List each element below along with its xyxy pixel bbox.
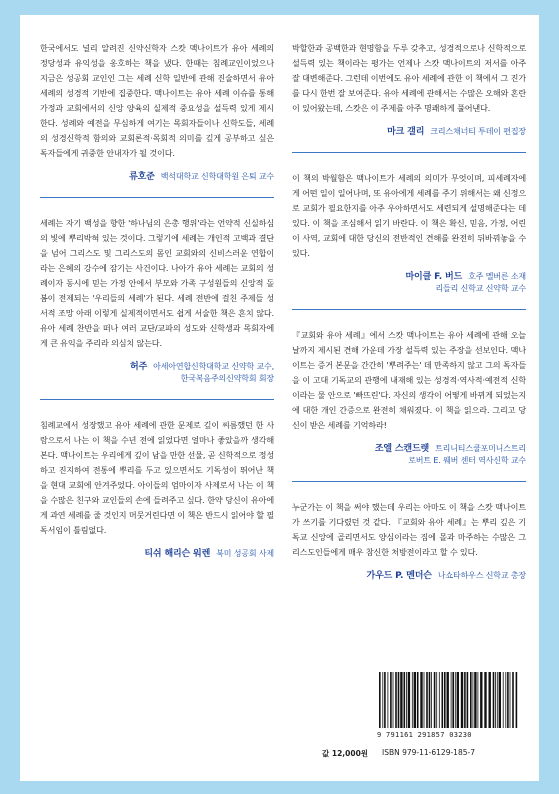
barcode-bar xyxy=(512,672,514,728)
endorsement-attribution xyxy=(292,570,526,582)
barcode-bar xyxy=(455,672,456,728)
barcode-bar xyxy=(507,672,509,728)
endorsement xyxy=(292,500,526,582)
barcode-bar xyxy=(393,672,394,728)
barcode-bar xyxy=(451,672,452,728)
barcode-bar xyxy=(442,672,444,728)
endorser-role: 북미 성공회 사제 xyxy=(216,549,274,558)
endorsement-text: 세례는 자기 백성을 향한 '하나님의 은총 행위'라는 언약적 신실하심의 빛에 뿌리박혀 있는 것이다. 그렇기에 세례는 개인적 고백과 결단을 넘어 그리스도 및 그리스도의 몸인 교회와의 신비스러운 연합이라는 은혜의 강수에 잠기는 사건이다. 나아가 유아 세례는 교회의 성례이자 동시에 믿는 가정 안에서 부모와 가족 구성원들의 신앙적 돌봄이 전제되는 '우리들의 세례'가 된다. 세례 전반에 걸친 주제들 성서적 조망 아래 이렇게 실제적이면서도 쉽게 서술한 책은 흔치 않다. 유아 세례 찬반을 떠나 여러 교단/교파의 성도와 신학생과 목회자에게 큰 유익을 주리라 의심치 않는다. xyxy=(40,218,274,348)
endorser-role-line2: 리들리 신학교 신약학 교수 xyxy=(435,284,526,293)
barcode-bar xyxy=(420,672,422,728)
barcode-bar xyxy=(406,672,407,728)
barcode-bar xyxy=(404,672,406,728)
barcode-bar xyxy=(439,672,440,728)
endorser-role: 아세아연합신학대학교 신약학 교수, xyxy=(153,362,274,371)
barcode-digits: 9 791161 291857 03230 xyxy=(377,731,472,739)
endorsement-attribution xyxy=(40,548,274,560)
barcode-bar xyxy=(510,672,511,728)
barcode-bar xyxy=(470,672,472,728)
endorser-role: 크리스채너티 투데이 편집장 xyxy=(430,127,526,136)
endorsement-attribution xyxy=(40,361,274,385)
barcode-bar xyxy=(382,672,383,728)
endorser-name: 허주 xyxy=(130,362,148,372)
endorsement xyxy=(292,171,526,295)
endorser-role-line2: 한국복음주의신약학회 회장 xyxy=(180,374,274,383)
endorser-name: 류호준 xyxy=(129,172,155,182)
endorser-role: 호주 멜버른 소재 xyxy=(468,272,526,281)
barcode-bar xyxy=(516,672,518,728)
barcode-bar xyxy=(503,672,504,728)
barcode-bars xyxy=(377,672,522,730)
endorsement-text: 『교회와 유아 세례』에서 스캇 맥나이트는 유아 세례에 관해 오늘날까지 제시된 견해 가운데 가장 설득력 있는 주장을 선보인다. 맥나이트는 증거 본문을 간간히 '뿌려주는' 데 만족하지 않고 그의 독자들을 이 고대 기독교의 관행에 내재해 있는 성경적·역사적·예전적 신학이라는 물 안으로 '빠뜨린'다. 자신의 생각이 어떻게 바뀌게 되었는지에 대한 개인 간증으로 완전히 채워졌다. 이 책을 읽으라. 그리고 당신이 받은 세례를 기억하라! xyxy=(292,330,526,430)
barcode-bar xyxy=(464,672,466,728)
barcode-bar xyxy=(388,672,389,728)
endorsement-attribution xyxy=(292,443,526,467)
barcode-bar xyxy=(497,672,498,728)
price-label: 값 12,000원 xyxy=(322,749,369,758)
barcode-bar xyxy=(474,672,476,728)
barcode-bar xyxy=(495,672,496,728)
endorser-name: 티쉬 해리슨 워렌 xyxy=(144,549,211,559)
barcode-bar xyxy=(408,672,410,728)
endorsement-attribution xyxy=(40,171,274,183)
endorser-name: 마이클 F. 버드 xyxy=(405,272,463,282)
barcode-bar xyxy=(452,672,454,728)
barcode-bar xyxy=(447,672,449,728)
barcode-bar xyxy=(400,672,402,728)
barcode-bar xyxy=(424,672,425,728)
barcode-bar xyxy=(473,672,474,728)
barcode-bar xyxy=(414,672,416,728)
barcode-bar xyxy=(384,672,386,728)
divider xyxy=(40,197,274,198)
back-cover-panel xyxy=(20,15,539,781)
barcode-bar xyxy=(429,672,431,728)
divider xyxy=(292,309,526,310)
barcode-bar xyxy=(417,672,419,728)
barcode-bar xyxy=(398,672,400,728)
barcode-bar xyxy=(426,672,428,728)
endorsement-attribution xyxy=(292,126,526,138)
endorser-name: 가우드 P. 멘더슨 xyxy=(366,571,432,581)
barcode-bar xyxy=(478,672,479,728)
endorser-name: 마크 갤리 xyxy=(387,127,425,137)
isbn-barcode xyxy=(377,672,522,742)
endorser-role: 백석대학교 신학대학원 은퇴 교수 xyxy=(160,172,274,181)
barcode-bar xyxy=(431,672,432,728)
barcode-bar xyxy=(461,672,463,728)
barcode-bar xyxy=(395,672,397,728)
endorsement xyxy=(40,216,274,385)
barcode-bar xyxy=(493,672,495,728)
left-column xyxy=(40,41,274,560)
endorsement xyxy=(292,328,526,467)
barcode-bar xyxy=(505,672,506,728)
endorser-role: 나쇼타하우스 신학교 총장 xyxy=(437,571,526,580)
barcode-bar xyxy=(489,672,491,728)
divider xyxy=(292,481,526,482)
endorsement-text: 침례교에서 성장했고 유아 세례에 관한 문제로 깊이 씨름했던 한 사람으로서 나는 이 책을 수년 전에 읽었다면 얼마나 좋았을까 생각해본다. 맥나이트는 우리에게 깊이 남을 만한 선물, 곧 신학적으로 정성하고 진지하여 전통에 뿌리를 두고 있으면서도 기독성이 뛰어난 책을 현대 교회에 안겨주었다. 아이들의 엄마이자 사제로서 나는 이 책을 수많은 친구와 교인들의 손에 들려주고 싶다. 한약 당신이 유아에게 과연 세례를 줄 것인지 머뭇거린다면 이 책은 반드시 읽어야 할 필독서임이 틀림없다. xyxy=(40,420,274,535)
divider xyxy=(292,152,526,153)
barcode-bar xyxy=(444,672,446,728)
barcode-bar xyxy=(457,672,459,728)
endorsement-text: 누군가는 이 책을 써야 했는데 우리는 아마도 이 책을 스캇 맥나이트가 쓰기를 기다렸던 것 같다. 『교회와 유아 세례』는 뿌리 깊은 기독교 신앙에 골리면서도 양심이라는 짐에 몰과 마주하는 수많은 그리스도인들에게 매우 참신한 처방전이라고 할 수 있다. xyxy=(292,502,526,557)
barcode-bar xyxy=(467,672,469,728)
barcode-bar xyxy=(390,672,392,728)
barcode-bar xyxy=(436,672,437,728)
isbn-number: ISBN 979-11-6129-185-7 xyxy=(382,748,475,757)
barcode-bar xyxy=(480,672,482,728)
barcode-bar xyxy=(434,672,436,728)
endorser-role: 트리니티스쿨포미니스트리 xyxy=(435,444,526,453)
barcode-bar xyxy=(499,672,501,728)
barcode-bar xyxy=(484,672,486,728)
endorsement xyxy=(40,41,274,183)
endorser-name: 조엘 스캔드렛 xyxy=(374,444,430,454)
right-column xyxy=(292,41,526,582)
endorsement-text: 한국에서도 널리 알려진 신약신학자 스캇 맥나이트가 유아 세례의 정당성과 유익성을 옹호하는 책을 냈다. 한때는 침례교인이었으나 지금은 성공회 교인인 그는 세례 신학 일반에 관해 진술하면서 유아 세례의 성경적 기반에 집중한다. 맥나이트는 유아 세례 이슈를 통해 가정과 교회에서의 신앙 양육의 실제적 중요성을 설득력 있게 제시한다. 성례와 예전을 무심하게 여기는 목회자들이나 신학도들, 세례의 성경신학적 함의와 교회론적·목회적 의미를 깊게 공부하고 싶은 독자들에게 귀중한 안내자가 될 것이다. xyxy=(40,43,274,158)
endorsement-text: 박할한과 공백한과 현명함을 두루 갖추고, 성경적으로나 신학적으로 설득력 있는 책이라는 평가는 언제나 스캇 맥나이트의 저서를 아주 잘 대변해준다. 그런데 이번에도 유아 세례에 관한 이 책에서 그 진가를 다시 한번 잘 보여준다. 유아 세례에 관해서는 수많은 오해와 혼란이 있어왔는데, 스캇은 이 주제를 아주 명쾌하게 풀어낸다. xyxy=(292,43,526,113)
endorser-role-line2: 로버트 E. 웨버 센터 역사신학 교수 xyxy=(408,456,526,465)
endorsement xyxy=(292,41,526,138)
endorsement-attribution xyxy=(292,271,526,295)
endorsement-text: 이 책의 박월함은 맥나이트가 세례의 의미가 무엇이며, 피세례자에게 어떤 일이 일어나며, 또 유아에게 세례를 주기 위해서는 왜 신정으로 교회가 필요한지를 아주 우아하면서도 세련되게 설명해준다는 데 있다. 이 책을 조심해서 읽기 바란다. 이 책은 확신, 믿음, 가정, 어린이 사역, 교회에 대한 당신의 전반적인 견해를 완전히 뒤바꿔놓을 수 있다. xyxy=(292,173,526,258)
barcode-bar xyxy=(379,672,381,728)
barcode-bar xyxy=(412,672,413,728)
endorsement xyxy=(40,418,274,560)
divider xyxy=(40,399,274,400)
